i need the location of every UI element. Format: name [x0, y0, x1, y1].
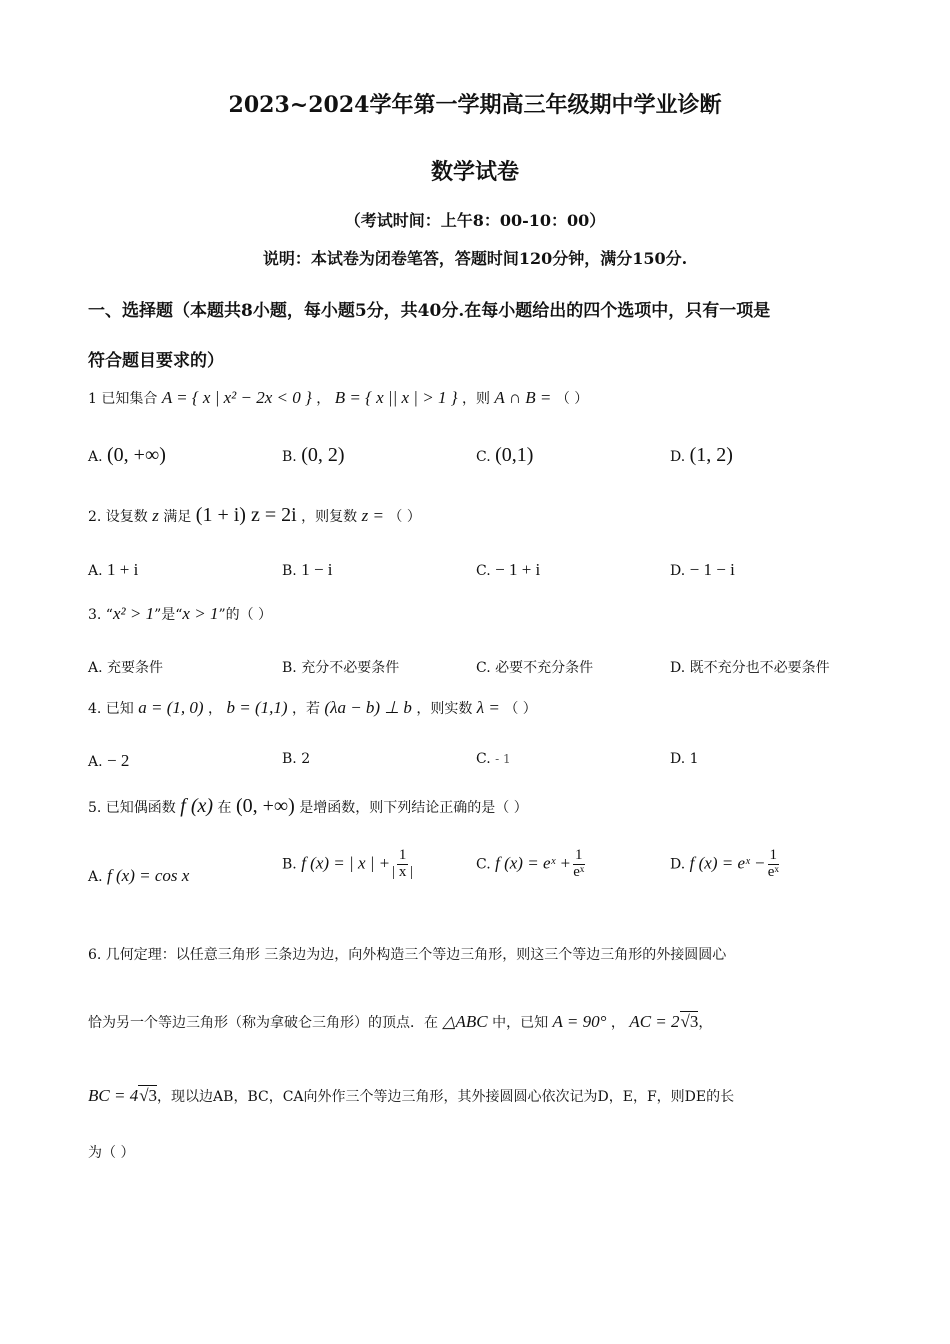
q5-suffix: 是增函数，则下列结论正确的是（ ）	[299, 800, 528, 816]
option-value: 1 − i	[301, 560, 333, 579]
sqrt-radical: √3	[680, 1012, 699, 1031]
q1-set-a: A = { x | x² − 2x < 0 }	[161, 388, 312, 407]
option-value: f (x) = cos x	[107, 866, 190, 885]
fraction-numerator: 1	[575, 847, 583, 863]
option-label: C.	[476, 856, 491, 873]
q2-option-c	[476, 560, 540, 580]
fraction	[392, 848, 413, 881]
q4-if: ，若	[291, 701, 320, 717]
q1-sep: ，	[316, 391, 331, 407]
option-value: 充分不必要条件	[301, 660, 400, 676]
q2-option-b	[282, 560, 333, 580]
option-label: D.	[670, 563, 686, 579]
q6-comma: ，	[698, 1015, 713, 1031]
q1-option-b	[282, 444, 345, 467]
option-label: C.	[476, 563, 491, 579]
option-label: C.	[476, 751, 491, 767]
q4-var: λ =	[476, 698, 500, 717]
sqrt-radical: √3	[139, 1086, 158, 1105]
option-value: (0, +∞)	[107, 444, 166, 466]
exam-note: 说明：本试卷为闭卷笔答，答题时间120分钟，满分150分.	[262, 249, 688, 268]
q5-option-d	[670, 848, 781, 881]
fraction-denominator: eˣ	[767, 863, 779, 880]
sqrt-radicand: 3	[689, 1012, 699, 1031]
question-4-stem	[88, 698, 537, 718]
option-label: D.	[670, 856, 686, 873]
q3-option-d	[670, 657, 830, 677]
q1-option-c	[476, 444, 533, 467]
section-heading-cont: 符合题目要求的）	[88, 351, 224, 371]
q3-prefix: 3. “	[88, 607, 113, 623]
question-6-line-1: 6. 几何定理：以任意三角形 三条边为边，向外构造三个等边三角形，则这三个等边三角形的外接圆圆心	[88, 947, 727, 963]
q2-mid: 满足	[163, 509, 192, 525]
q5-option-b	[282, 848, 415, 881]
exam-time: （考试时间：上午8：00-10：00）	[344, 211, 606, 230]
option-value: (0, 2)	[301, 444, 345, 466]
question-5-stem	[88, 795, 528, 818]
q4-suffix: ，则实数	[416, 701, 473, 717]
option-label: A.	[88, 563, 103, 579]
option-label: A.	[88, 754, 103, 770]
q4-option-c	[476, 751, 511, 767]
q5-option-a	[88, 866, 189, 886]
q5-function: f (x)	[180, 795, 214, 817]
option-value: 1	[689, 751, 699, 767]
q1-prefix: 1 已知集合	[88, 391, 158, 407]
option-label: D.	[670, 751, 686, 767]
q3-suffix: ”的（ ）	[218, 607, 273, 623]
section-heading: 一、选择题（本题共8小题，每小题5分，共40分.在每小题给出的四个选项中，只有一项是	[88, 301, 771, 321]
q2-var2: z =	[361, 506, 384, 525]
q5-in: 在	[217, 800, 232, 816]
fraction	[768, 848, 780, 881]
q6-angle: A = 90°	[552, 1012, 607, 1031]
q4-blank: （ ）	[504, 701, 537, 717]
option-label: B.	[282, 660, 297, 676]
q6-line2-mid: 中，已知	[492, 1015, 549, 1031]
fraction	[573, 848, 585, 881]
option-value: 充要条件	[107, 660, 164, 676]
q6-triangle: △ABC	[442, 1012, 488, 1031]
q4-sep: ，	[208, 701, 223, 717]
option-value: f (x) = | x | +	[301, 853, 391, 873]
question-6-line-3	[88, 1086, 734, 1106]
q6-line3-suffix: ，现以边AB，BC，CA向外作三个等边三角形，其外接圆圆心依次记为D，E，F，则DE的长	[157, 1089, 735, 1105]
q6-line2-prefix: 恰为另一个等边三角形（称为拿破仑三角形）的顶点．在	[88, 1015, 438, 1031]
q2-option-d	[670, 560, 735, 580]
option-label: A.	[88, 449, 103, 465]
fraction-denominator: | x |	[392, 863, 414, 880]
option-label: B.	[282, 856, 297, 873]
q1-then: ，则	[461, 391, 490, 407]
question-6-line-4: 为（ ）	[88, 1145, 135, 1161]
option-value: − 2	[107, 751, 130, 770]
q3-option-b	[282, 657, 399, 677]
q3-mid: ”是“	[154, 607, 183, 623]
q1-option-a	[88, 444, 166, 467]
option-label: A.	[88, 660, 103, 676]
q4-option-d	[670, 751, 699, 767]
q3-option-c	[476, 657, 593, 677]
option-value: (0,1)	[495, 444, 534, 466]
option-label: C.	[476, 660, 491, 676]
q4-condition: (λa − b) ⊥ b	[324, 698, 412, 717]
fraction-denominator: eˣ	[573, 863, 585, 880]
q6-bc: BC = 4	[88, 1086, 139, 1105]
q4-option-a	[88, 751, 129, 771]
q4-vector-a: a = (1, 0)	[138, 698, 204, 717]
q5-interval: (0, +∞)	[235, 795, 295, 817]
q4-prefix: 4. 已知	[88, 701, 134, 717]
q2-var: z	[152, 506, 159, 525]
q3-condition-2: x > 1	[182, 604, 219, 623]
q4-option-b	[282, 751, 310, 767]
option-value: − 1 + i	[495, 560, 541, 579]
question-3-stem	[88, 604, 272, 624]
question-1-stem	[88, 388, 588, 408]
sqrt-radicand: 3	[148, 1086, 158, 1105]
q1-set-b: B = { x || x | > 1 }	[334, 388, 458, 407]
question-6-line-2	[88, 1012, 712, 1032]
q3-option-a	[88, 657, 163, 677]
exam-title: 2023~2024学年第一学期高三年级期中学业诊断	[228, 92, 722, 118]
option-value: 既不充分也不必要条件	[689, 660, 830, 676]
option-value: (1, 2)	[689, 444, 733, 466]
option-label: B.	[282, 751, 297, 767]
q5-option-c	[476, 848, 587, 881]
question-2-stem	[88, 504, 421, 527]
option-label: D.	[670, 660, 686, 676]
option-label: B.	[282, 449, 297, 465]
q6-sep: ，	[610, 1015, 625, 1031]
q1-expr: A ∩ B =	[494, 388, 552, 407]
option-value: − 1 − i	[689, 560, 735, 579]
option-label: C.	[476, 449, 491, 465]
fraction-numerator: 1	[398, 847, 407, 863]
q1-option-d	[670, 444, 733, 467]
q5-prefix: 5. 已知偶函数	[88, 800, 176, 816]
option-value: 1 + i	[107, 560, 139, 579]
option-value: f (x) = eˣ −	[689, 853, 766, 873]
q2-suffix: ，则复数	[301, 509, 358, 525]
q6-ac: AC = 2	[629, 1012, 680, 1031]
q4-vector-b: b = (1,1)	[226, 698, 288, 717]
option-label: B.	[282, 563, 297, 579]
option-value: 必要不充分条件	[495, 660, 594, 676]
q2-equation: (1 + i) z = 2i	[195, 504, 297, 526]
option-value: - 1	[495, 752, 511, 766]
q2-option-a	[88, 560, 138, 580]
q1-blank: （ ）	[555, 391, 589, 407]
q2-prefix: 2. 设复数	[88, 509, 148, 525]
q3-condition-1: x² > 1	[112, 604, 155, 623]
fraction-numerator: 1	[769, 847, 778, 863]
exam-subject: 数学试卷	[430, 159, 519, 185]
q2-blank: （ ）	[388, 509, 421, 525]
option-label: D.	[670, 449, 686, 465]
option-label: A.	[88, 869, 103, 885]
option-value: 2	[301, 751, 311, 767]
option-value: f (x) = eˣ +	[495, 853, 572, 873]
